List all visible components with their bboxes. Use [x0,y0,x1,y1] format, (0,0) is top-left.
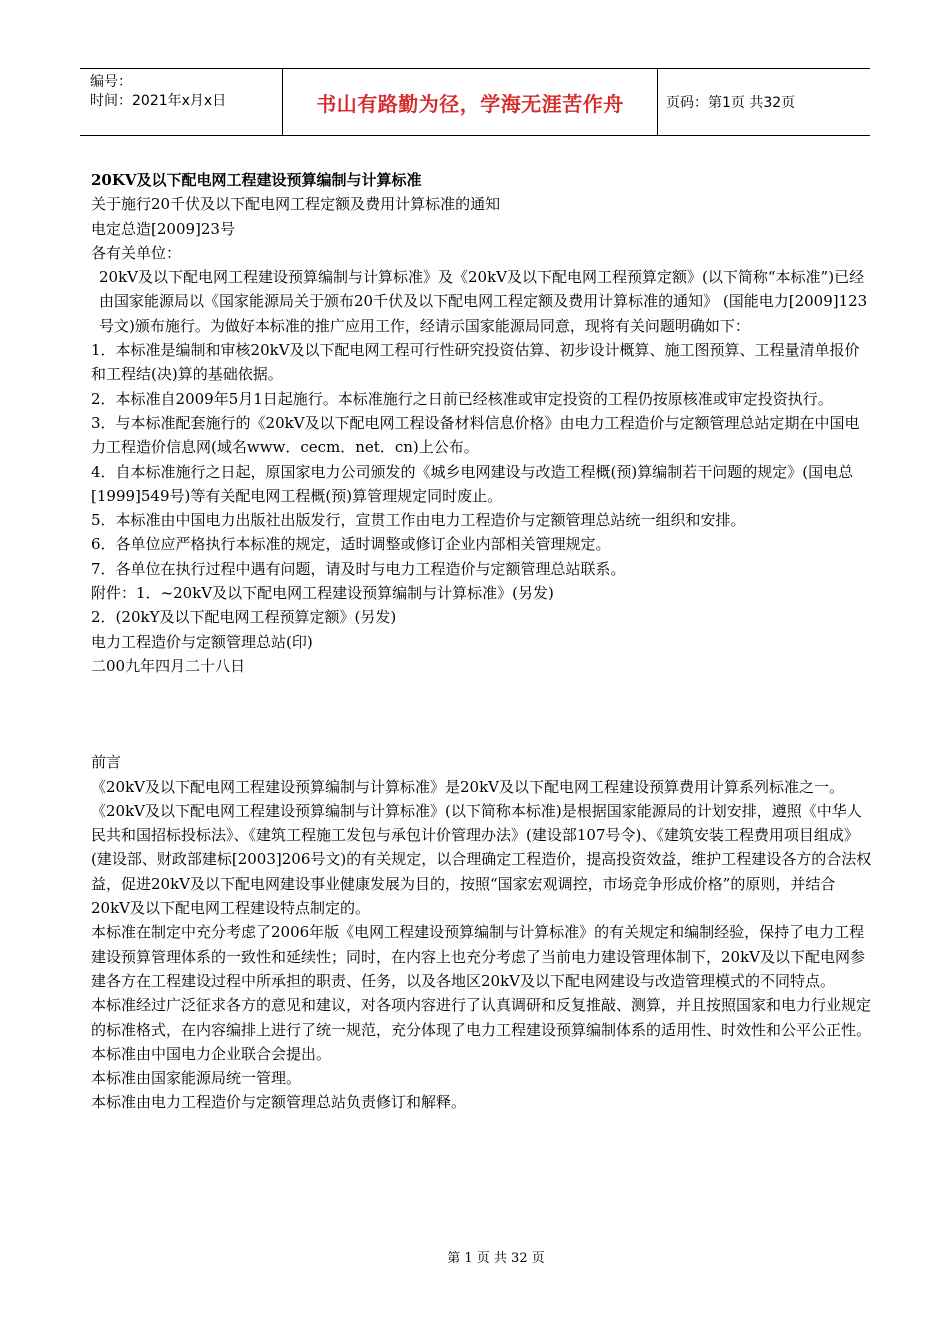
section-gap [91,678,873,750]
issue-date: 二00九年四月二十八日 [91,656,246,675]
list-item: 5．本标准由中国电力出版社出版发行，宣贯工作由电力工程造价与定额管理总站统一组织和安排。 [91,511,746,530]
attachment-1: 附件：1．~20kV及以下配电网工程建设预算编制与计算标准》(另发) [91,584,554,603]
footer-page-number: 第 1 页 共 32 页 [447,1251,545,1266]
header-number: 编号： [90,74,132,90]
preface-paragraph: 《20kV及以下配电网工程建设预算编制与计算标准》(以下简称本标准)是根据国家能源局的计划安排，遵照《中华人民共和国招标投标法》、《建筑工程施工发包与承包计价管理办法》(建设部107号令)、《建筑安装工程费用项目组成》(建设部、财政部建标[2003]206号文)的有关规定，以合理确定工程造价，提高投资效益，维护工程建设各方的合法权益，促进20kV及以下配电网建设事业健康发展为目的，按照“国家宏观调控，市场竞争形成价格”的原则，并结合20kV及以下配电网工程建设特点制定的。 [91,801,872,918]
list-item: 1．本标准是编制和审核20kV及以下配电网工程可行性研究投资估算、初步设计概算、施工图预算、工程量清单报价和工程结(决)算的基础依据。 [91,341,860,384]
list-item: 3．与本标准配套施行的《20kV及以下配电网工程设备材料信息价格》由电力工程造价与定额管理总站定期在中国电力工程造价信息网(域名www．cecm．net．cn)上公布。 [91,413,860,457]
document-body [91,168,873,1115]
header-motto: 书山有路勤为径，学海无涯苦作舟 [316,91,624,116]
header-time: 时间：2021年x月x日 [90,93,227,109]
document-header [80,68,870,136]
issuer: 电力工程造价与定额管理总站(印) [91,632,313,651]
doc-number: 电定总造[2009]23号 [91,219,235,238]
preface-paragraph: 本标准由中国电力企业联合会提出。 [91,1044,332,1063]
list-item: 4．自本标准施行之日起，原国家电力公司颁发的《城乡电网建设与改造工程概(预)算编制若干问题的规定》(国电总[1999]549号)等有关配电网工程概(预)算管理规定同时废止。 [91,462,854,505]
header-meta [80,69,282,135]
preface-paragraph: 本标准由国家能源局统一管理。 [91,1069,302,1088]
preface-paragraph: 本标准在制定中充分考虑了2006年版《电网工程建设预算编制与计算标准》的有关规定和编制经验，保持了电力工程建设预算管理体系的一致性和延续性；同时，在内容上也充分考虑了当前电力建设管理体制下，20kV及以下配电网参建各方在工程建设过程中所承担的职责、任务，以及各地区20kV及以下配电网建设与改造管理模式的不同特点。 [91,923,866,990]
header-page-info: 页码：第1页 共32页 [666,95,796,111]
intro-paragraph: 20kV及以下配电网工程建设预算编制与计算标准》及《20kV及以下配电网工程预算定额》(以下简称“本标准”)已经由国家能源局以《国家能源局关于颁布20千伏及以下配电网工程定额及费用计算标准的通知》 (国能电力[2009]123号文)颁布施行。为做好本标准的推广应用工作，经请示国家能源局同意，现将有关问题明确如下： [99,268,868,335]
preface-paragraph: 本标准由电力工程造价与定额管理总站负责修订和解释。 [91,1093,467,1112]
salutation: 各有关单位： [91,243,182,262]
page-footer [0,1247,950,1266]
document-title: 20KV及以下配电网工程建设预算编制与计算标准 [91,171,422,189]
header-motto-cell [282,69,658,135]
list-item: 2．本标准自2009年5月1日起施行。本标准施行之日前已经核准或审定投资的工程仍按原核准或审定投资执行。 [91,389,833,408]
list-item: 6．各单位应严格执行本标准的规定，适时调整或修订企业内部相关管理规定。 [91,535,611,554]
attachment-2: 2．(20kY及以下配电网工程预算定额》(另发) [91,608,397,627]
preface-heading: 前言 [91,753,122,772]
header-page-cell [658,69,870,135]
notice-title: 关于施行20千伏及以下配电网工程定额及费用计算标准的通知 [91,195,501,214]
preface-paragraph: 本标准经过广泛征求各方的意见和建议，对各项内容进行了认真调研和反复推敲、测算，并且按照国家和电力行业规定的标准格式，在内容编排上进行了统一规范，充分体现了电力工程建设预算编制体系的适用性、时效性和公平公正性。 [91,996,872,1039]
preface-paragraph: 《20kV及以下配电网工程建设预算编制与计算标准》是20kV及以下配电网工程建设预算费用计算系列标准之一。 [91,777,845,796]
list-item: 7．各单位在执行过程中遇有问题，请及时与电力工程造价与定额管理总站联系。 [91,559,626,578]
